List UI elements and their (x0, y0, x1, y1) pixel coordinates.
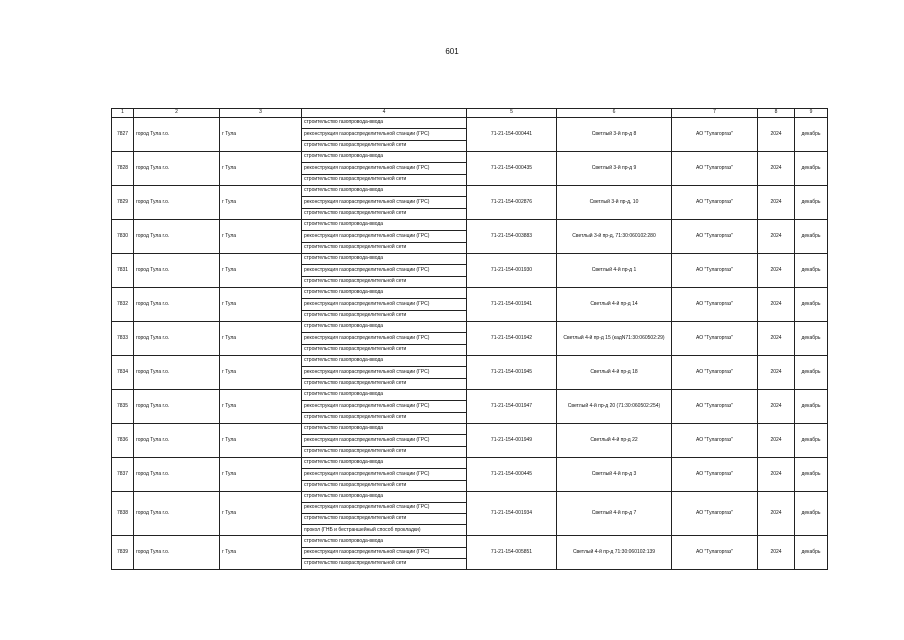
locality-cell: г Тула (220, 118, 302, 152)
organization-cell: АО "Тулагоргаз" (672, 491, 758, 536)
locality-cell: г Тула (220, 491, 302, 536)
month-cell: декабрь (795, 536, 828, 570)
year-cell: 2024 (758, 389, 795, 423)
work-type-cell: строительство газопровода-ввода (302, 219, 467, 230)
address-cell: Светлый 3-й пр-д, 71:30:060102:280 (557, 219, 672, 253)
year-cell: 2024 (758, 321, 795, 355)
address-cell: Светлый 4-й пр-д 1 (557, 253, 672, 287)
work-type-cell: реконструкция газораспределительной станции (ГРС) (302, 333, 467, 344)
object-code-cell: 71-21-154-001941 (467, 287, 557, 321)
col-header: 7 (672, 109, 758, 118)
work-type-cell: строительство газопровода-ввода (302, 457, 467, 468)
row-number: 7837 (112, 457, 134, 491)
organization-cell: АО "Тулагоргаз" (672, 457, 758, 491)
work-type-cell: строительство газораспределительной сети (302, 276, 467, 287)
col-header: 4 (302, 109, 467, 118)
work-type-cell: реконструкция газораспределительной станции (ГРС) (302, 197, 467, 208)
district-cell: город Тула г.о. (134, 287, 220, 321)
col-header: 6 (557, 109, 672, 118)
col-header: 3 (220, 109, 302, 118)
month-cell: декабрь (795, 355, 828, 389)
work-type-cell: строительство газопровода-ввода (302, 355, 467, 366)
organization-cell: АО "Тулагоргаз" (672, 321, 758, 355)
row-number: 7827 (112, 118, 134, 152)
row-number: 7835 (112, 389, 134, 423)
work-type-cell: строительство газопровода-ввода (302, 253, 467, 264)
table-row (112, 287, 828, 298)
district-cell: город Тула г.о. (134, 389, 220, 423)
work-type-cell: строительство газораспределительной сети (302, 514, 467, 525)
address-cell: Светлый 3-й пр-д 8 (557, 118, 672, 152)
month-cell: декабрь (795, 491, 828, 536)
object-code-cell: 71-21-154-002876 (467, 185, 557, 219)
month-cell: декабрь (795, 151, 828, 185)
header-row (112, 109, 828, 118)
organization-cell: АО "Тулагоргаз" (672, 219, 758, 253)
work-type-cell: реконструкция газораспределительной станции (ГРС) (302, 129, 467, 140)
object-code-cell: 71-21-154-000441 (467, 118, 557, 152)
work-type-cell: реконструкция газораспределительной станции (ГРС) (302, 547, 467, 558)
work-type-cell: реконструкция газораспределительной станции (ГРС) (302, 435, 467, 446)
object-code-cell: 71-21-154-001934 (467, 491, 557, 536)
object-code-cell: 71-21-154-001949 (467, 423, 557, 457)
district-cell: город Тула г.о. (134, 185, 220, 219)
district-cell: город Тула г.о. (134, 253, 220, 287)
work-type-cell: строительство газопровода-ввода (302, 118, 467, 129)
year-cell: 2024 (758, 536, 795, 570)
object-code-cell: 71-21-154-000445 (467, 457, 557, 491)
table-row (112, 253, 828, 264)
organization-cell: АО "Тулагоргаз" (672, 253, 758, 287)
table-row (112, 423, 828, 434)
work-type-cell: строительство газораспределительной сети (302, 208, 467, 219)
locality-cell: г Тула (220, 185, 302, 219)
work-type-cell: строительство газопровода-ввода (302, 423, 467, 434)
locality-cell: г Тула (220, 389, 302, 423)
work-type-cell: строительство газопровода-ввода (302, 321, 467, 332)
work-type-cell: реконструкция газораспределительной станции (ГРС) (302, 367, 467, 378)
table-body (112, 118, 828, 570)
work-type-cell: строительство газопровода-ввода (302, 491, 467, 502)
col-header: 1 (112, 109, 134, 118)
locality-cell: г Тула (220, 536, 302, 570)
object-code-cell: 71-21-154-001947 (467, 389, 557, 423)
month-cell: декабрь (795, 423, 828, 457)
work-type-cell: реконструкция газораспределительной станции (ГРС) (302, 401, 467, 412)
address-cell: Светлый 4-й пр-д 20 (71:30:060502:254) (557, 389, 672, 423)
year-cell: 2024 (758, 287, 795, 321)
year-cell: 2024 (758, 457, 795, 491)
work-type-cell: строительство газопровода-ввода (302, 151, 467, 162)
organization-cell: АО "Тулагоргаз" (672, 536, 758, 570)
district-cell: город Тула г.о. (134, 118, 220, 152)
district-cell: город Тула г.о. (134, 321, 220, 355)
work-type-cell: строительство газопровода-ввода (302, 287, 467, 298)
year-cell: 2024 (758, 185, 795, 219)
month-cell: декабрь (795, 185, 828, 219)
work-type-cell: строительство газораспределительной сети (302, 242, 467, 253)
row-number: 7834 (112, 355, 134, 389)
row-number: 7833 (112, 321, 134, 355)
object-code-cell: 71-21-154-000435 (467, 151, 557, 185)
locality-cell: г Тула (220, 151, 302, 185)
organization-cell: АО "Тулагоргаз" (672, 185, 758, 219)
address-cell: Светлый 4-й пр-д 71:30:060102:139 (557, 536, 672, 570)
object-code-cell: 71-21-154-001942 (467, 321, 557, 355)
table-row (112, 355, 828, 366)
work-type-cell: реконструкция газораспределительной станции (ГРС) (302, 502, 467, 513)
address-cell: Светлый 4-й пр-д 3 (557, 457, 672, 491)
year-cell: 2024 (758, 118, 795, 152)
year-cell: 2024 (758, 423, 795, 457)
table-row (112, 118, 828, 129)
row-number: 7839 (112, 536, 134, 570)
object-code-cell: 71-21-154-001930 (467, 253, 557, 287)
col-header: 8 (758, 109, 795, 118)
address-cell: Светлый 4-й пр-д 18 (557, 355, 672, 389)
address-cell: Светлый 4-й пр-д 15 (кадN71:30:060502:29) (557, 321, 672, 355)
organization-cell: АО "Тулагоргаз" (672, 151, 758, 185)
object-code-cell: 71-21-154-001945 (467, 355, 557, 389)
year-cell: 2024 (758, 491, 795, 536)
district-cell: город Тула г.о. (134, 457, 220, 491)
year-cell: 2024 (758, 253, 795, 287)
work-type-cell: строительство газораспределительной сети (302, 480, 467, 491)
work-type-cell: прокол (ГНБ и бестраншейный способ прокладки) (302, 525, 467, 536)
table-row (112, 491, 828, 502)
row-number: 7832 (112, 287, 134, 321)
row-number: 7836 (112, 423, 134, 457)
work-type-cell: строительство газопровода-ввода (302, 536, 467, 547)
year-cell: 2024 (758, 219, 795, 253)
work-type-cell: реконструкция газораспределительной станции (ГРС) (302, 163, 467, 174)
year-cell: 2024 (758, 151, 795, 185)
work-type-cell: строительство газораспределительной сети (302, 412, 467, 423)
locality-cell: г Тула (220, 287, 302, 321)
organization-cell: АО "Тулагоргаз" (672, 118, 758, 152)
district-cell: город Тула г.о. (134, 423, 220, 457)
organization-cell: АО "Тулагоргаз" (672, 355, 758, 389)
locality-cell: г Тула (220, 355, 302, 389)
month-cell: декабрь (795, 389, 828, 423)
table-row (112, 536, 828, 547)
district-cell: город Тула г.о. (134, 536, 220, 570)
work-type-cell: строительство газораспределительной сети (302, 446, 467, 457)
table-row (112, 457, 828, 468)
work-type-cell: строительство газораспределительной сети (302, 140, 467, 151)
table-row (112, 185, 828, 196)
work-type-cell: строительство газораспределительной сети (302, 558, 467, 569)
month-cell: декабрь (795, 253, 828, 287)
row-number: 7838 (112, 491, 134, 536)
locality-cell: г Тула (220, 219, 302, 253)
address-cell: Светлый 4-й пр-д 14 (557, 287, 672, 321)
district-cell: город Тула г.о. (134, 151, 220, 185)
organization-cell: АО "Тулагоргаз" (672, 389, 758, 423)
page-number: 601 (445, 47, 459, 56)
work-type-cell: строительство газопровода-ввода (302, 389, 467, 400)
district-cell: город Тула г.о. (134, 491, 220, 536)
locality-cell: г Тула (220, 253, 302, 287)
organization-cell: АО "Тулагоргаз" (672, 423, 758, 457)
object-code-cell: 71-21-154-003883 (467, 219, 557, 253)
row-number: 7830 (112, 219, 134, 253)
month-cell: декабрь (795, 287, 828, 321)
work-type-cell: реконструкция газораспределительной станции (ГРС) (302, 299, 467, 310)
year-cell: 2024 (758, 355, 795, 389)
table-row (112, 389, 828, 400)
col-header: 9 (795, 109, 828, 118)
organization-cell: АО "Тулагоргаз" (672, 287, 758, 321)
district-cell: город Тула г.о. (134, 355, 220, 389)
month-cell: декабрь (795, 321, 828, 355)
table-row (112, 219, 828, 230)
month-cell: декабрь (795, 219, 828, 253)
col-header: 2 (134, 109, 220, 118)
row-number: 7828 (112, 151, 134, 185)
month-cell: декабрь (795, 118, 828, 152)
address-cell: Светлый 3-й пр-д, 10 (557, 185, 672, 219)
work-type-cell: строительство газораспределительной сети (302, 310, 467, 321)
object-code-cell: 71-21-154-005851 (467, 536, 557, 570)
locality-cell: г Тула (220, 423, 302, 457)
work-type-cell: строительство газораспределительной сети (302, 378, 467, 389)
work-type-cell: строительство газопровода-ввода (302, 185, 467, 196)
address-cell: Светлый 3-й пр-д 9 (557, 151, 672, 185)
address-cell: Светлый 4-й пр-д 7 (557, 491, 672, 536)
month-cell: декабрь (795, 457, 828, 491)
works-table (111, 108, 828, 570)
address-cell: Светлый 4-й пр-д 22 (557, 423, 672, 457)
work-type-cell: строительство газораспределительной сети (302, 344, 467, 355)
row-number: 7829 (112, 185, 134, 219)
district-cell: город Тула г.о. (134, 219, 220, 253)
table-row (112, 151, 828, 162)
locality-cell: г Тула (220, 321, 302, 355)
col-header: 5 (467, 109, 557, 118)
work-type-cell: реконструкция газораспределительной станции (ГРС) (302, 469, 467, 480)
work-type-cell: реконструкция газораспределительной станции (ГРС) (302, 231, 467, 242)
locality-cell: г Тула (220, 457, 302, 491)
work-type-cell: реконструкция газораспределительной станции (ГРС) (302, 265, 467, 276)
work-type-cell: строительство газораспределительной сети (302, 174, 467, 185)
table-row (112, 321, 828, 332)
row-number: 7831 (112, 253, 134, 287)
